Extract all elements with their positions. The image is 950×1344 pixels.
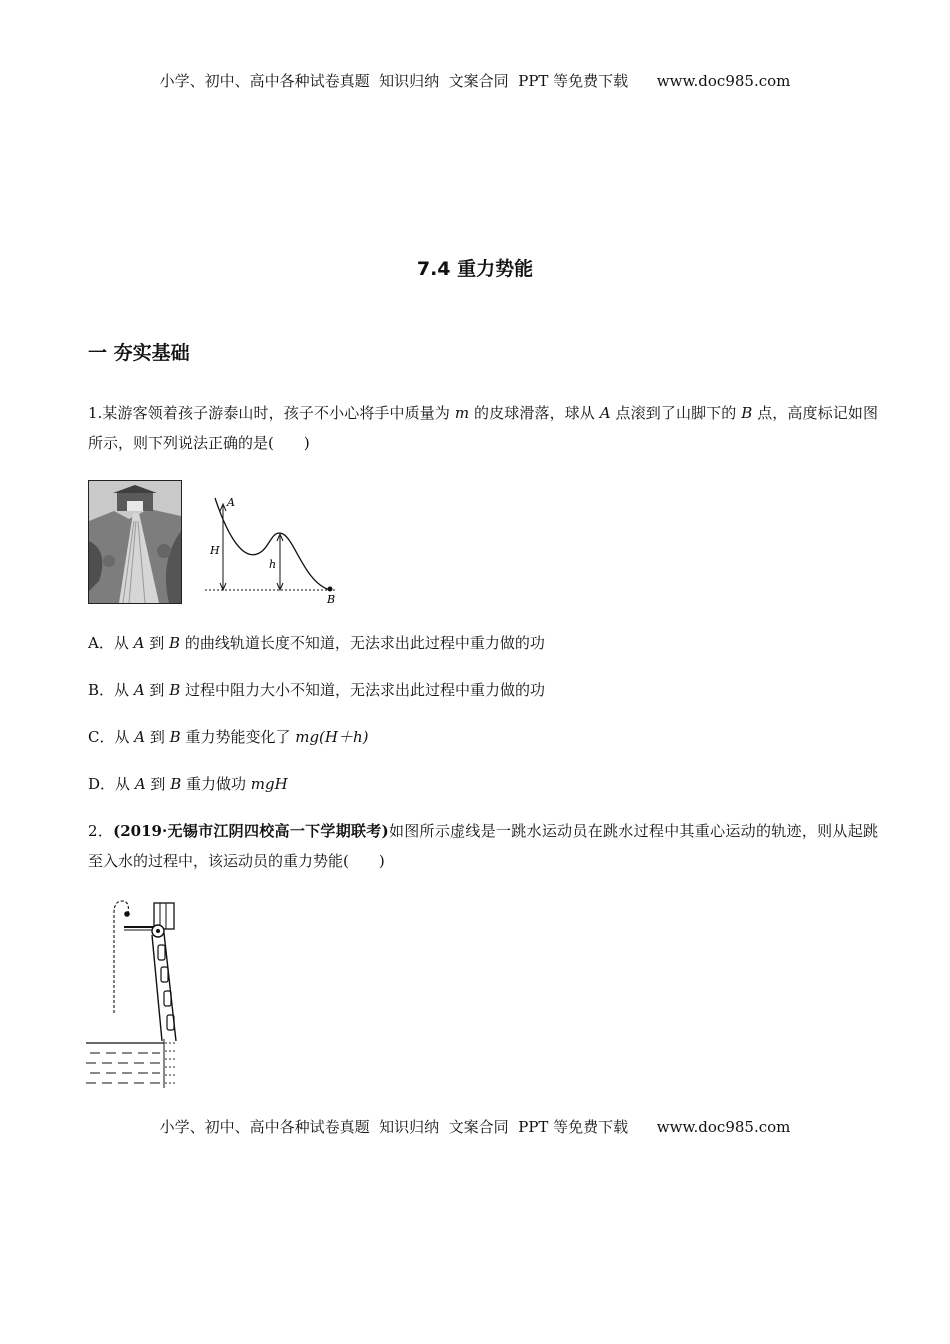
- ladder-window: [161, 967, 168, 982]
- ladder-window: [164, 991, 171, 1006]
- option-d-v1: A: [134, 775, 146, 793]
- option-b-t2: 到: [144, 681, 170, 699]
- pool-wall-dots: [165, 1042, 175, 1084]
- option-c: [88, 726, 369, 747]
- option-c-t2: 到: [145, 728, 170, 746]
- option-d-formula: mgH: [250, 775, 288, 793]
- page-header: [0, 70, 950, 91]
- ladder-frame: [152, 933, 176, 1041]
- question-2-text: [88, 816, 878, 876]
- option-c-v2: B: [169, 728, 181, 746]
- q1-part2: 的皮球滑落，球从: [469, 404, 600, 422]
- option-a-v2: B: [169, 634, 181, 652]
- water-waves: [86, 1053, 160, 1083]
- label-h-small: h: [269, 558, 277, 571]
- footer-site: www.doc985.com: [656, 1118, 791, 1136]
- label-h-big: H: [210, 544, 220, 557]
- header-text: 小学、初中、高中各种试卷真题 知识归纳 文案合同 PPT 等免费下载: [159, 72, 629, 90]
- q2-number: 2．: [88, 822, 114, 840]
- option-b-t3: 过程中阻力大小不知道，无法求出此过程中重力做的功: [180, 681, 546, 699]
- mount-tai-photo: [88, 480, 182, 604]
- point-b-dot: [328, 587, 333, 592]
- q1-part1: 1.某游客领着孩子游泰山时，孩子不小心将手中质量为: [88, 404, 455, 422]
- q1-part3: 点滚到了山脚下的: [610, 404, 742, 422]
- option-b-letter: B．: [88, 681, 115, 699]
- center-of-mass-dot: [124, 911, 130, 917]
- option-b-v1: A: [133, 681, 145, 699]
- q2-text: 如图所示虚线是一跳水运动员在跳水过程中其重心运动的轨迹，则从起跳至入水的过程中，该运动员的重力势能( ): [88, 822, 879, 870]
- q1-var-m: m: [454, 404, 470, 422]
- height-diagram: [195, 488, 355, 608]
- option-b-t1: 从: [114, 681, 134, 699]
- q1-var-b: B: [741, 404, 753, 422]
- option-a-v1: A: [133, 634, 145, 652]
- q2-source: (2019·无锡市江阴四校高一下学期联考): [113, 822, 389, 840]
- option-d-t3: 重力做功: [181, 775, 251, 793]
- trajectory-path: [114, 901, 128, 1013]
- option-c-t3: 重力势能变化了: [180, 728, 296, 746]
- footer-text: 小学、初中、高中各种试卷真题 知识归纳 文案合同 PPT 等免费下载: [159, 1118, 629, 1136]
- option-a-t2: 到: [144, 634, 170, 652]
- option-d-v2: B: [170, 775, 182, 793]
- label-b: B: [327, 593, 336, 606]
- page-footer: [0, 1116, 950, 1137]
- slope-curve: [215, 498, 330, 590]
- option-d-t2: 到: [145, 775, 171, 793]
- photo-illustration: [89, 481, 181, 603]
- page-title: 7.4 重力势能: [416, 258, 534, 280]
- question-1-text: [88, 398, 878, 458]
- option-a: [88, 632, 545, 653]
- option-b: [88, 679, 545, 700]
- option-d-t1: 从: [115, 775, 135, 793]
- option-c-v1: A: [134, 728, 146, 746]
- header-site: www.doc985.com: [656, 72, 791, 90]
- q1-var-a: A: [599, 404, 611, 422]
- option-d: [88, 773, 288, 794]
- option-a-t1: 从: [113, 634, 134, 652]
- q1-part4: 点，高度标记如图所示，则下列说法正确的是( ): [88, 404, 878, 452]
- option-a-letter: A．: [88, 634, 114, 652]
- ladder-window: [158, 945, 165, 960]
- section-heading: 一 夯实基础: [88, 342, 190, 364]
- option-c-letter: C．: [88, 728, 115, 746]
- option-d-letter: D．: [88, 775, 116, 793]
- option-a-t3: 的曲线轨道长度不知道，无法求出此过程中重力做的功: [180, 634, 545, 652]
- option-c-t1: 从: [114, 728, 135, 746]
- option-b-v2: B: [169, 681, 181, 699]
- diving-diagram: [86, 893, 186, 1088]
- option-c-formula: mg(H＋h): [295, 728, 369, 746]
- label-a: A: [227, 496, 235, 509]
